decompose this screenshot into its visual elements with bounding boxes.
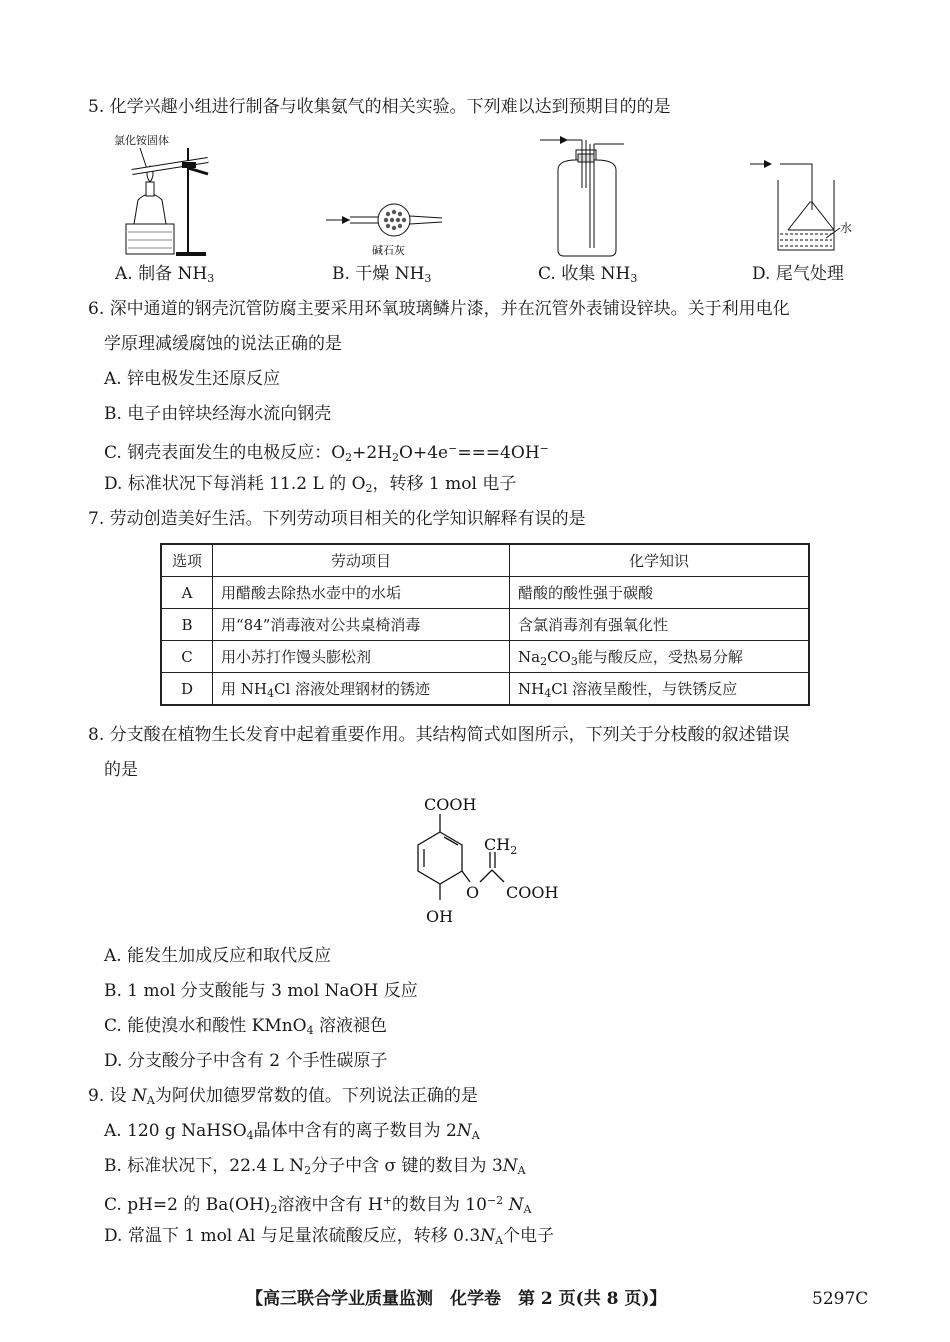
row-option: B: [161, 609, 213, 641]
row-knowledge: 醋酸的酸性强于碳酸: [510, 577, 810, 609]
q6-stem-line1: 6. 深中通道的钢壳沉管防腐主要采用环氧玻璃鳞片漆，并在沉管外表铺设锌块。关于利用电化: [88, 299, 790, 319]
table-row: [161, 641, 809, 673]
header-project: 劳动项目: [213, 544, 510, 577]
q5-option-a: A. 制备 $NH_3$: [115, 264, 215, 285]
q7-stem: 7. 劳动创造美好生活。下列劳动项目相关的化学知识解释有误的是: [88, 509, 586, 529]
figure-b-drying-tube: [320, 200, 450, 258]
struct-o: O: [466, 883, 480, 902]
q9-option-c: C. pH=2 的 $Ba(OH)_2$溶液中含有 H+的数目为 $10^{-2}$ $N_A$: [104, 1194, 532, 1216]
q5-option-b: B. 干燥 $NH_3$: [332, 264, 432, 285]
q9-option-a: A. 120 g NaHSO$_4$晶体中含有的离子数目为 $2N_A$: [104, 1121, 480, 1142]
q9-option-b: B. 标准状况下，22.4 L $N_2$分子中含 σ 键的数目为 $3N_A$: [104, 1156, 526, 1177]
q9-stem: 9. 设 $N_A$为阿伏加德罗常数的值。下列说法正确的是: [88, 1086, 478, 1107]
table-header-row: [161, 544, 809, 577]
q6-option-c: C. 钢壳表面发生的电极反应：$O_2+2H_2O+4e^-===4OH^-$: [104, 442, 549, 464]
q7-table: [160, 543, 810, 706]
q8-option-a: A. 能发生加成反应和取代反应: [104, 946, 332, 966]
struct-cooh-right: COOH: [506, 883, 559, 902]
fig-a-label: 氯化铵固体: [114, 134, 169, 147]
table-row: [161, 673, 809, 706]
header-option: 选项: [161, 544, 213, 577]
q6-stem-line2: 学原理减缓腐蚀的说法正确的是: [104, 334, 342, 354]
q5-option-d: D. 尾气处理: [752, 264, 844, 284]
q8-option-b: B. 1 mol 分支酸能与 3 mol NaOH 反应: [104, 981, 418, 1001]
row-option: C: [161, 641, 213, 673]
header-knowledge: 化学知识: [510, 544, 810, 577]
row-option: A: [161, 577, 213, 609]
q6-option-b: B. 电子由锌块经海水流向钢壳: [104, 404, 332, 424]
q8-option-c: C. 能使溴水和酸性 KMnO$_4$ 溶液褪色: [104, 1016, 388, 1037]
row-project: 用 $NH_4Cl$ 溶液处理钢材的锈迹: [213, 673, 510, 706]
q8-stem-line2: 的是: [104, 760, 138, 780]
row-knowledge: 含氯消毒剂有强氧化性: [510, 609, 810, 641]
q6-option-d: D. 标准状况下每消耗 11.2 L 的 $O_2$，转移 1 mol 电子: [104, 474, 517, 495]
chorismic-acid-structure: [400, 792, 580, 932]
struct-ch2: $CH_2$: [484, 835, 518, 857]
row-knowledge: $Na_2CO_3$能与酸反应，受热易分解: [510, 641, 810, 673]
fig-b-label: 碱石灰: [372, 244, 405, 257]
row-knowledge: $NH_4Cl$ 溶液呈酸性，与铁锈反应: [510, 673, 810, 706]
row-project: 用“84”消毒液对公共桌椅消毒: [213, 609, 510, 641]
q5-stem: 5. 化学兴趣小组进行制备与收集氨气的相关实验。下列难以达到预期目的的是: [88, 97, 671, 117]
struct-oh: OH: [426, 907, 454, 926]
figure-c-gas-bottle: [540, 130, 650, 258]
fig-d-label: 水: [840, 221, 853, 235]
q8-stem-line1: 8. 分支酸在植物生长发育中起着重要作用。其结构简式如图所示，下列关于分枝酸的叙述错误: [88, 725, 790, 745]
figure-d-funnel-beaker: [750, 150, 870, 260]
struct-cooh-top: COOH: [424, 795, 477, 814]
page-footer: 【高三联合学业质量监测 化学卷 第 2 页(共 8 页)】: [246, 1289, 667, 1309]
q5-option-c: C. 收集 $NH_3$: [538, 264, 638, 285]
row-project: 用醋酸去除热水壶中的水垢: [213, 577, 510, 609]
q9-option-d: D. 常温下 1 mol Al 与足量浓硫酸反应，转移 $0.3N_A$个电子: [104, 1226, 555, 1247]
paper-code: 5297C: [812, 1289, 869, 1309]
row-project: 用小苏打作馒头膨松剂: [213, 641, 510, 673]
table-row: [161, 577, 809, 609]
figure-a-heating-apparatus: [110, 130, 230, 258]
table-row: [161, 609, 809, 641]
q6-option-a: A. 锌电极发生还原反应: [104, 369, 281, 389]
row-option: D: [161, 673, 213, 706]
q8-option-d: D. 分支酸分子中含有 2 个手性碳原子: [104, 1051, 388, 1071]
